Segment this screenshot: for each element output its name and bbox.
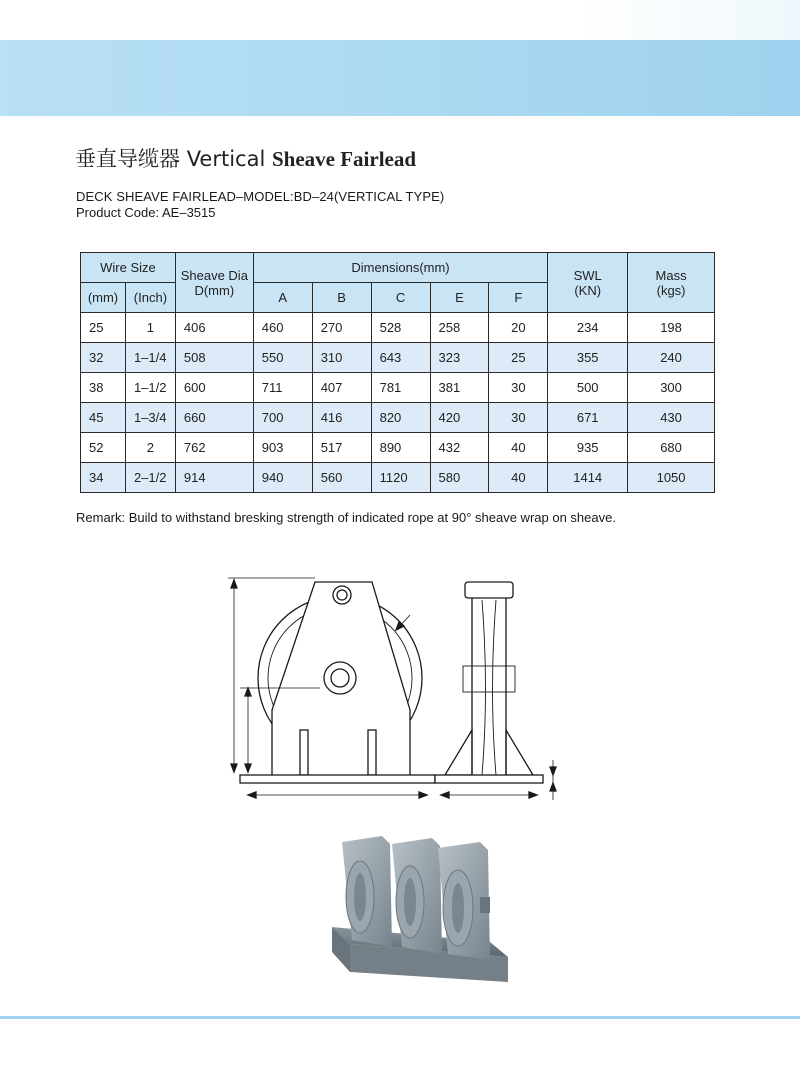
cell-swl: 500 [548, 373, 628, 403]
cell-mm: 38 [81, 373, 126, 403]
cell-swl: 234 [548, 313, 628, 343]
cell-mass: 240 [628, 343, 715, 373]
product-photo [330, 822, 510, 992]
fairlead-unit [332, 836, 508, 982]
header-a: A [253, 283, 312, 313]
cell-f: 30 [489, 403, 548, 433]
cell-mass: 680 [628, 433, 715, 463]
dim-arrow-axle-down [245, 764, 251, 772]
cell-a: 940 [253, 463, 312, 493]
cell-b: 416 [312, 403, 371, 433]
dim-side-arrow-right [529, 792, 537, 798]
table-row [81, 403, 715, 433]
dim-arrow-left [248, 792, 256, 798]
cell-c: 528 [371, 313, 430, 343]
header-mass-unit: (kgs) [656, 282, 686, 298]
cell-f: 40 [489, 463, 548, 493]
cell-f: 20 [489, 313, 548, 343]
sheave-groove [482, 600, 496, 775]
side-view [435, 582, 556, 800]
cell-e: 381 [430, 373, 489, 403]
product-code: Product Code: AE–3515 [76, 205, 216, 220]
side-axle [463, 666, 515, 692]
cell-e: 323 [430, 343, 489, 373]
model-subtitle: DECK SHEAVE FAIRLEAD–MODEL:BD–24(VERTICAL TYPE) [76, 189, 445, 204]
header-band-highlight [580, 0, 800, 40]
cell-mm: 52 [81, 433, 126, 463]
side-base-plate [435, 775, 543, 783]
cell-mm: 32 [81, 343, 126, 373]
cell-a: 550 [253, 343, 312, 373]
cell-a: 711 [253, 373, 312, 403]
header-sheave-dia-unit: D(mm) [194, 282, 235, 298]
header-mass [628, 253, 715, 313]
header-c: C [371, 283, 430, 313]
side-gusset-left [445, 730, 472, 775]
dim-side-arrow-left [441, 792, 449, 798]
title-en-bold: Sheave Fairlead [271, 147, 417, 171]
header-wire-size: Wire Size [81, 253, 176, 283]
spec-table [80, 252, 715, 493]
dim-base-arrow-up [550, 783, 556, 791]
header-b: B [312, 283, 371, 313]
cell-d: 508 [175, 343, 253, 373]
cell-f: 25 [489, 343, 548, 373]
dim-base-arrow-down [550, 767, 556, 775]
header-f: F [489, 283, 548, 313]
cell-e: 580 [430, 463, 489, 493]
cell-mass: 1050 [628, 463, 715, 493]
cell-c: 890 [371, 433, 430, 463]
cell-a: 700 [253, 403, 312, 433]
table-row [81, 343, 715, 373]
dim-arrow-axle-up [245, 688, 251, 696]
cell-d: 914 [175, 463, 253, 493]
cell-swl: 935 [548, 433, 628, 463]
cell-inch: 1–1/2 [125, 373, 175, 403]
lifting-hole [333, 586, 351, 604]
remark-text: Remark: Build to withstand bresking strength of indicated rope at 90° sheave wrap on sheave. [76, 510, 616, 525]
header-sheave-dia-label: Sheave Dia [180, 267, 248, 283]
table-row [81, 313, 715, 343]
cell-e: 258 [430, 313, 489, 343]
cell-inch: 2–1/2 [125, 463, 175, 493]
dim-arrow-up [231, 580, 237, 588]
header-sheave-dia [175, 253, 253, 313]
header-e: E [430, 283, 489, 313]
header-swl-unit: (KN) [574, 282, 602, 298]
cell-d: 600 [175, 373, 253, 403]
cell-c: 820 [371, 403, 430, 433]
cell-swl: 1414 [548, 463, 628, 493]
cell-mass: 300 [628, 373, 715, 403]
table-row [81, 373, 715, 403]
cell-a: 460 [253, 313, 312, 343]
cell-inch: 1–1/4 [125, 343, 175, 373]
side-cheeks [472, 598, 506, 775]
cell-e: 432 [430, 433, 489, 463]
table-row [81, 433, 715, 463]
cell-inch: 1 [125, 313, 175, 343]
cell-b: 560 [312, 463, 371, 493]
cell-f: 30 [489, 373, 548, 403]
axle-boss [324, 662, 356, 694]
cell-mass: 430 [628, 403, 715, 433]
dim-arrow-down [231, 764, 237, 772]
cell-c: 781 [371, 373, 430, 403]
header-swl [548, 253, 628, 313]
cell-inch: 1–3/4 [125, 403, 175, 433]
dim-arrow-right [419, 792, 427, 798]
cell-mm: 34 [81, 463, 126, 493]
footer-line [0, 1016, 800, 1019]
header-inch: (Inch) [125, 283, 175, 313]
header-band [0, 40, 800, 116]
front-view [228, 578, 435, 798]
cell-b: 407 [312, 373, 371, 403]
cell-d: 660 [175, 403, 253, 433]
cell-f: 40 [489, 433, 548, 463]
technical-drawing [220, 570, 580, 810]
header-mass-label: Mass [655, 267, 687, 283]
cell-b: 517 [312, 433, 371, 463]
cell-swl: 671 [548, 403, 628, 433]
cell-swl: 355 [548, 343, 628, 373]
header-dimensions: Dimensions(mm) [253, 253, 548, 283]
header-swl-label: SWL [573, 267, 602, 283]
table-row [81, 463, 715, 493]
cell-a: 903 [253, 433, 312, 463]
side-gusset-right [506, 730, 533, 775]
cell-mass: 198 [628, 313, 715, 343]
cell-d: 762 [175, 433, 253, 463]
cell-inch: 2 [125, 433, 175, 463]
cell-b: 270 [312, 313, 371, 343]
front-base-plate [240, 775, 435, 783]
cell-c: 643 [371, 343, 430, 373]
cell-c: 1120 [371, 463, 430, 493]
side-top-pin [465, 582, 513, 598]
cell-b: 310 [312, 343, 371, 373]
title-en-light: Vertical [186, 147, 266, 171]
page-title [75, 143, 416, 173]
cell-d: 406 [175, 313, 253, 343]
header-mm: (mm) [81, 283, 126, 313]
cell-mm: 25 [81, 313, 126, 343]
title-zh: 垂直导缆器 [75, 147, 180, 171]
cell-e: 420 [430, 403, 489, 433]
cell-mm: 45 [81, 403, 126, 433]
